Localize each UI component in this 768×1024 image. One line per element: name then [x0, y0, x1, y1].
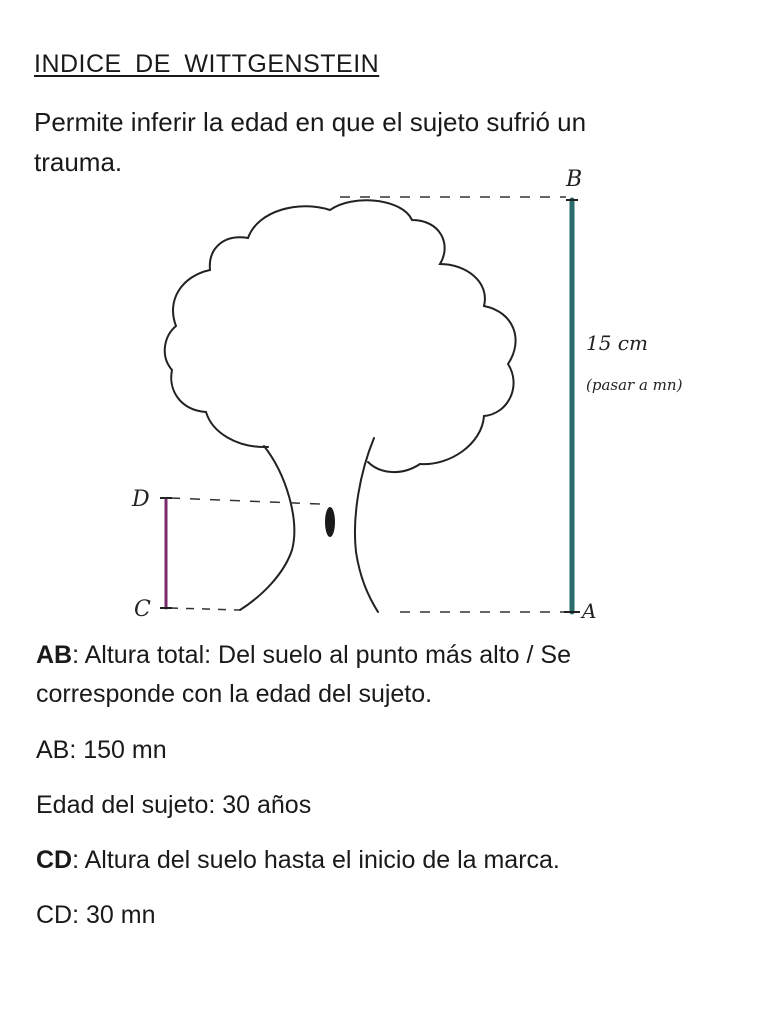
trauma-mark [325, 507, 335, 537]
ab-term: AB [36, 641, 73, 669]
cd-value: CD: 30 mn [36, 901, 156, 929]
edad-sujeto: Edad del sujeto: 30 años [36, 791, 312, 819]
tree-trunk-right [355, 438, 378, 612]
cd-desc-text: : Altura del suelo hasta el inicio de la marca. [72, 846, 560, 874]
dashed-line-c [170, 608, 240, 610]
cd-term: CD [36, 846, 73, 874]
cd-description [36, 841, 676, 880]
tree-crown [165, 200, 516, 472]
measure-note: (pasar a mn) [586, 376, 683, 394]
label-c: C [134, 597, 151, 622]
ab-desc-text: : Altura total: Del suelo al punto más alto / Se corresponde con la edad del sujeto. [36, 641, 571, 708]
label-d: D [132, 487, 150, 512]
label-b: B [566, 167, 583, 192]
dashed-line-d [170, 498, 320, 504]
measure-text: 15 cm [586, 331, 648, 355]
tree-diagram [0, 160, 768, 630]
ab-value: AB: 150 mn [36, 736, 167, 764]
page-title: INDICE DE WITTGENSTEIN [34, 50, 380, 78]
tree-trunk-left [240, 446, 294, 610]
label-a: A [582, 599, 597, 623]
ab-description [36, 636, 676, 714]
intro-text: Permite inferir la edad en que el sujeto sufrió un trauma. [34, 107, 587, 177]
